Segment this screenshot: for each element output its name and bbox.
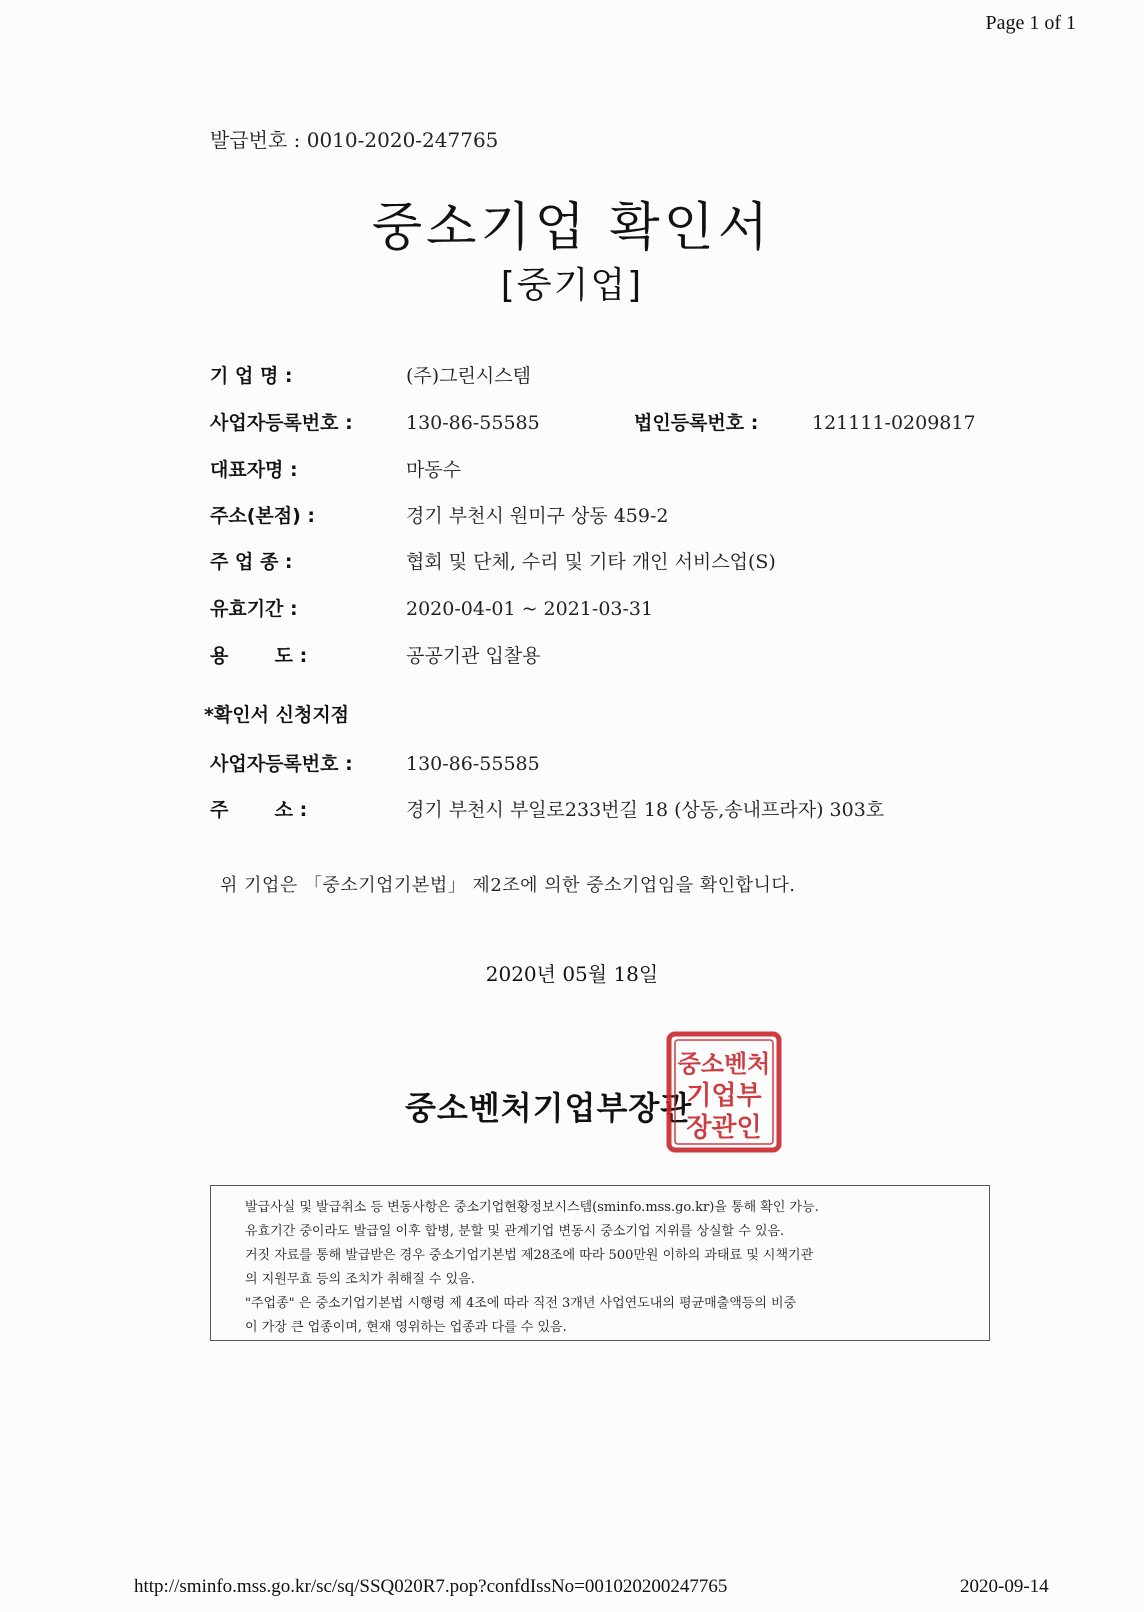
- notice-line: 유효기간 중이라도 발급일 이후 합병, 분할 및 관계기업 변동시 중소기업 지위를 상실할 수 있음.: [245, 1224, 785, 1239]
- confirmation-statement: 위 기업은 「중소기업기본법」 제2조에 의한 중소기업임을 확인합니다.: [220, 875, 796, 896]
- footer-print-date: 2020-09-14: [960, 1576, 1049, 1597]
- corporate-reg-label: 법인등록번호 :: [634, 412, 759, 434]
- field-value: 협회 및 단체, 수리 및 기타 개인 서비스업(S): [406, 551, 776, 573]
- field-business-reg: [210, 408, 990, 438]
- issuing-authority: 중소벤처기업부장관: [405, 1089, 693, 1127]
- field-label: 대표자명 :: [210, 459, 298, 481]
- field-label: 용 도 :: [210, 645, 308, 667]
- seal-line-1: 중소벤처: [677, 1050, 771, 1078]
- notice-line: 의 지원무효 등의 조치가 취해질 수 있음.: [245, 1272, 475, 1287]
- field-value: 130-86-55585: [406, 753, 540, 775]
- seal-line-2: 기업부: [686, 1081, 762, 1111]
- field-label: 주 업 종 :: [210, 551, 293, 573]
- notice-box: [210, 1185, 990, 1341]
- field-label: 사업자등록번호 :: [210, 412, 353, 434]
- field-label: 주 소 :: [210, 799, 308, 821]
- field-value: (주)그린시스템: [406, 365, 531, 387]
- notice-line: 발급사실 및 발급취소 등 변동사항은 중소기업현황정보시스템(sminfo.mss.go.kr)을 통해 확인 가능.: [245, 1200, 819, 1215]
- seal-line-3: 장관인: [686, 1113, 762, 1143]
- document-subtitle: [중기업]: [500, 265, 644, 306]
- page-number: Page 1 of 1: [985, 12, 1076, 34]
- field-label: 기 업 명 :: [210, 365, 293, 387]
- field-value: 마동수: [406, 459, 462, 481]
- issue-number: 발급번호 : 0010-2020-247765: [210, 128, 499, 152]
- corporate-reg-value: 121111-0209817: [812, 412, 976, 434]
- notice-line: "주업종" 은 중소기업기본법 시행령 제 4조에 따라 직전 3개년 사업연도내의 평균매출액등의 비중: [245, 1296, 797, 1311]
- branch-section-heading: *확인서 신청지점: [204, 704, 350, 726]
- field-label: 주소(본점) :: [210, 505, 315, 527]
- field-value: 2020-04-01 ~ 2021-03-31: [406, 598, 654, 620]
- field-value: 경기 부천시 원미구 상동 459-2: [406, 505, 669, 527]
- field-label: 사업자등록번호 :: [210, 753, 353, 775]
- field-value: 공공기관 입찰용: [406, 645, 541, 667]
- notice-line: 거짓 자료를 통해 발급받은 경우 중소기업기본법 제28조에 따라 500만원 이하의 과태료 및 시책기관: [245, 1248, 814, 1263]
- issue-date: 2020년 05월 18일: [485, 962, 659, 986]
- field-label: 유효기간 :: [210, 598, 298, 620]
- field-value: 130-86-55585: [406, 412, 540, 434]
- official-seal-icon: [665, 1030, 783, 1154]
- notice-line: 이 가장 큰 업종이며, 현재 영위하는 업종과 다를 수 있음.: [245, 1320, 567, 1335]
- footer-url: http://sminfo.mss.go.kr/sc/sq/SSQ020R7.pop?confdIssNo=001020200247765: [134, 1576, 728, 1597]
- document-title: 중소기업 확인서: [371, 198, 773, 258]
- field-value: 경기 부천시 부일로233번길 18 (상동,송내프라자) 303호: [406, 799, 885, 821]
